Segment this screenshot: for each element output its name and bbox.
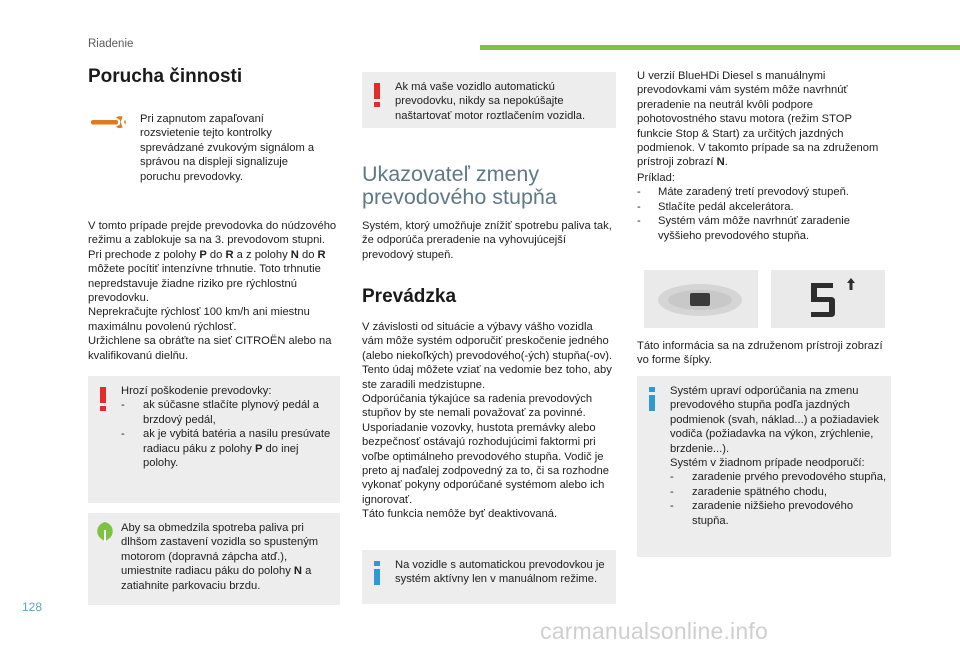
example-block <box>637 171 889 243</box>
example-item-2: - Stlačíte pedál akcelerátora. <box>637 200 889 214</box>
gear-indicator-intro: Systém, ktorý umožňuje znížiť spotrebu paliva tak, že odporúča preradenie na vyhovujúcejší prevodový stupeň. <box>362 220 612 261</box>
section-title-gear-indicator: Ukazovateľ zmeny prevodového stupňa <box>362 162 557 210</box>
watermark: carmanualsonline.info <box>540 618 768 644</box>
warning-item-2: - ak je vybitá batéria a nasilu presúvate radiacu páku z polohy P do inej polohy. <box>121 427 334 470</box>
instrument-cluster-illustration <box>644 270 758 328</box>
operation-paragraph-1: V závislosti od situácie a výbavy vášho vozidla vám môže systém odporučiť preskočenie jedného (alebo niekoľkých) prevodového(-ých) stupňa(-ov). Tento údaj môžete vziať na vedomie bez toho, aby ste zaradili medzistupne. <box>362 321 613 391</box>
info-icon <box>645 386 659 417</box>
push-start-warning-text: Ak má vaše vozidlo automatickú prevodovku, nikdy sa nepokúšajte naštartovať motor roztlačením vozidla. <box>395 81 586 122</box>
warning-box-title: Hrozí poškodenie prevodovky: <box>121 385 272 397</box>
system-info-item-3: - zaradenie nižšieho prevodového stupňa. <box>670 499 887 528</box>
automatic-info-text: Na vozidle s automatickou prevodovkou je systém aktívny len v manuálnom režime. <box>395 559 605 586</box>
malfunction-paragraph-1: V tomto prípade prejde prevodovka do núdzového režimu a zablokuje sa na 3. prevodovom stupni. Pri prechode z polohy P do R a z polohy N do R môžete pocítiť intenzívne trhnutie. Toto trhnutie nepredstavuje žiadne riziko pre rýchlostnú prevodovku. <box>88 220 337 304</box>
info-box-system <box>637 376 891 557</box>
eco-tip-box <box>88 513 340 605</box>
malfunction-paragraph-2: Neprekračujte rýchlosť 100 km/h ani miestnu maximálnu povolenú rýchlosť. <box>88 306 310 333</box>
gear-digit-display <box>771 270 885 328</box>
section-title-malfunction: Porucha činnosti <box>88 66 243 87</box>
eco-tip-text: Aby sa obmedzila spotreba paliva pri dlhšom zastavení vozidla so spusteným motorom (dopravná zápcha atď.), umiestnite radiacu páku do polohy N a zatiahnite parkovaciu brzdu. <box>121 522 319 592</box>
display-explanation: Táto informácia sa na združenom prístroji zobrazí vo forme šípky. <box>637 340 883 367</box>
warning-box-push-start <box>362 72 616 128</box>
bluehdi-description: U verzií BlueHDi Diesel s manuálnymi prevodovkami vám systém môže navrhnúť preradenie na neutrál kvôli podpore pohotovostného stavu motora (režim STOP funkcie Stop & Start) za určitých jazdných podmienok. V takomto prípade sa na združenom prístroji zobrazí N. <box>637 70 879 169</box>
system-info-item-2: - zaradenie spätného chodu, <box>670 485 887 499</box>
system-info-item-1: - zaradenie prvého prevodového stupňa, <box>670 470 887 484</box>
warning-item-1: - ak súčasne stlačíte plynový pedál a brzdový pedál, <box>121 398 334 427</box>
page-number: 128 <box>22 600 43 614</box>
section-accent-bar <box>480 45 960 50</box>
gear-shift-display <box>771 270 885 328</box>
section-label: Riadenie <box>88 38 134 50</box>
example-label: Príklad: <box>637 172 675 184</box>
example-item-1: - Máte zaradený tretí prevodový stupeň. <box>637 185 889 199</box>
operation-paragraph-2: Odporúčania týkajúce sa radenia prevodových stupňov by ste nemali považovať za povinné. Usporiadanie vozovky, hustota premávky alebo bezpečnosť ostávajú rozhodujúcimi faktormi pri voľbe optimálneho prevodového stupňa. Vodič je preto aj naďalej zodpovedný za to, či sa rozhodne vykonať pokyny odporúčané systémom alebo ich ignorovať. <box>362 392 609 506</box>
malfunction-description <box>88 219 340 363</box>
system-info-paragraph-2: Systém v žiadnom prípade neodporučí: <box>670 456 865 469</box>
malfunction-paragraph-3: Uržichlene sa obráťte na sieť CITROËN alebo na kvalifikovanú dielňu. <box>88 335 332 362</box>
section-title-operation: Prevádzka <box>362 286 457 307</box>
operation-description <box>362 320 616 521</box>
warning-exclamation-icon <box>370 82 384 113</box>
example-item-3: - Systém vám môže navrhnúť zaradenie vyššieho prevodového stupňa. <box>637 214 889 243</box>
wrench-warning-text: Pri zapnutom zapaľovaní rozsvietenie tejto kontrolky sprevádzané zvukovým signálom a správou na displeji signalizuje poruchu prevodovky. <box>140 113 315 183</box>
eco-leaf-icon <box>94 521 116 548</box>
wrench-icon <box>90 114 130 130</box>
warning-exclamation-icon <box>96 386 110 417</box>
info-icon <box>370 560 384 591</box>
info-box-automatic <box>362 550 616 604</box>
warning-box-damage <box>88 376 340 503</box>
system-info-paragraph-1: Systém upraví odporúčania na zmenu prevodového stupňa podľa jazdných podmienok (svah, náklad...) a požiadaviek vodiča (požiadavka na výkon, zrýchlenie, brzdenie...). <box>670 385 879 455</box>
operation-paragraph-3: Táto funkcia nemôže byť deaktivovaná. <box>362 508 558 521</box>
